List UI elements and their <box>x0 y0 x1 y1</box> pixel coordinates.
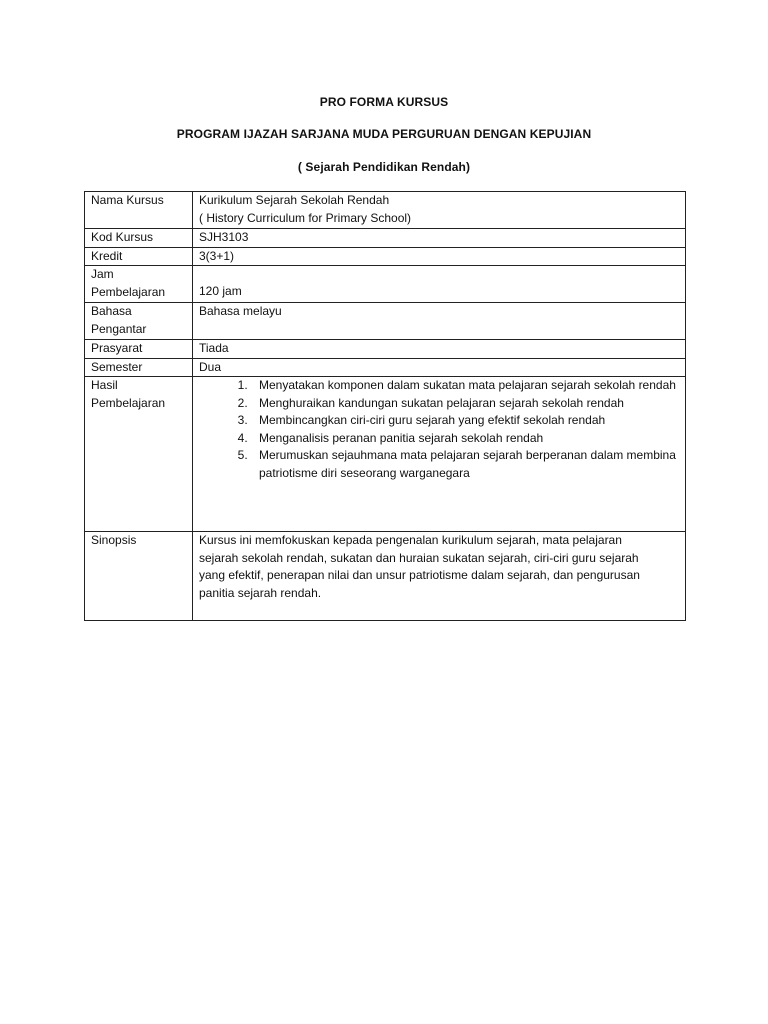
table-row <box>85 247 686 266</box>
table-row <box>85 192 686 229</box>
course-code-value: SJH3103 <box>193 229 686 248</box>
course-name-label: Nama Kursus <box>85 192 193 229</box>
program-heading: PROGRAM IJAZAH SARJANA MUDA PERGURUAN DENGAN KEPUJIAN <box>176 127 592 141</box>
prerequisite-label: Prasyarat <box>85 340 193 359</box>
synopsis-label: Sinopsis <box>85 532 193 621</box>
learning-outcomes-label-line1: Hasil <box>91 378 118 392</box>
table-row <box>85 303 686 340</box>
learning-outcomes-label-line2: Pembelajaran <box>91 395 166 410</box>
list-item: 4. Menganalisis peranan panitia sejarah sekolah rendah <box>251 430 679 448</box>
semester-value: Dua <box>193 358 686 377</box>
list-item: 2. Menghuraikan kandungan sukatan pelajaran sejarah sekolah rendah <box>251 395 679 413</box>
language-value: Bahasa melayu <box>193 303 686 340</box>
document-title: PRO FORMA KURSUS <box>319 95 449 109</box>
list-item: 1. Menyatakan komponen dalam sukatan mata pelajaran sejarah sekolah rendah <box>251 377 679 395</box>
language-label-line1: Bahasa <box>91 304 132 318</box>
learning-hours-label <box>85 266 193 303</box>
learning-outcomes-label <box>85 377 193 532</box>
course-name-malay: Kurikulum Sejarah Sekolah Rendah <box>199 193 390 207</box>
table-row <box>85 340 686 359</box>
table-row <box>85 358 686 377</box>
learning-hours-label-line2: Pembelajaran <box>91 284 166 299</box>
course-code-label: Kod Kursus <box>85 229 193 248</box>
language-label <box>85 303 193 340</box>
learning-hours-cell <box>193 266 686 303</box>
learning-hours-value: 120 jam <box>199 284 242 298</box>
table-row <box>85 266 686 303</box>
course-proforma-table <box>84 191 686 621</box>
prerequisite-value: Tiada <box>193 340 686 359</box>
course-name-value <box>193 192 686 229</box>
credit-label: Kredit <box>85 247 193 266</box>
list-item: 5. Merumuskan sejauhmana mata pelajaran sejarah berperanan dalam membina patriotisme diri seseorang warganegara <box>251 447 679 482</box>
learning-outcomes-cell <box>193 377 686 532</box>
learning-hours-label-line1: Jam <box>91 267 114 281</box>
list-item: 3. Membincangkan ciri-ciri guru sejarah yang efektif sekolah rendah <box>251 412 679 430</box>
course-name-english: ( History Curriculum for Primary School) <box>199 210 412 225</box>
learning-outcomes-list <box>199 377 679 482</box>
semester-label: Semester <box>85 358 193 377</box>
credit-value: 3(3+1) <box>193 247 686 266</box>
table-row <box>85 532 686 621</box>
specialization-heading: ( Sejarah Pendidikan Rendah) <box>297 160 471 174</box>
language-label-line2: Pengantar <box>91 321 147 336</box>
table-row <box>85 377 686 532</box>
synopsis-text: Kursus ini memfokuskan kepada pengenalan kurikulum sejarah, mata pelajaran sejarah sekolah rendah, sukatan dan huraian sukatan sejarah, ciri-ciri guru sejarah yang efektif, penerapan nilai dan unsur patriotisme dalam sejarah, dan pengurusan panitia sejarah rendah. <box>199 533 640 600</box>
table-row <box>85 229 686 248</box>
synopsis-cell <box>193 532 686 621</box>
